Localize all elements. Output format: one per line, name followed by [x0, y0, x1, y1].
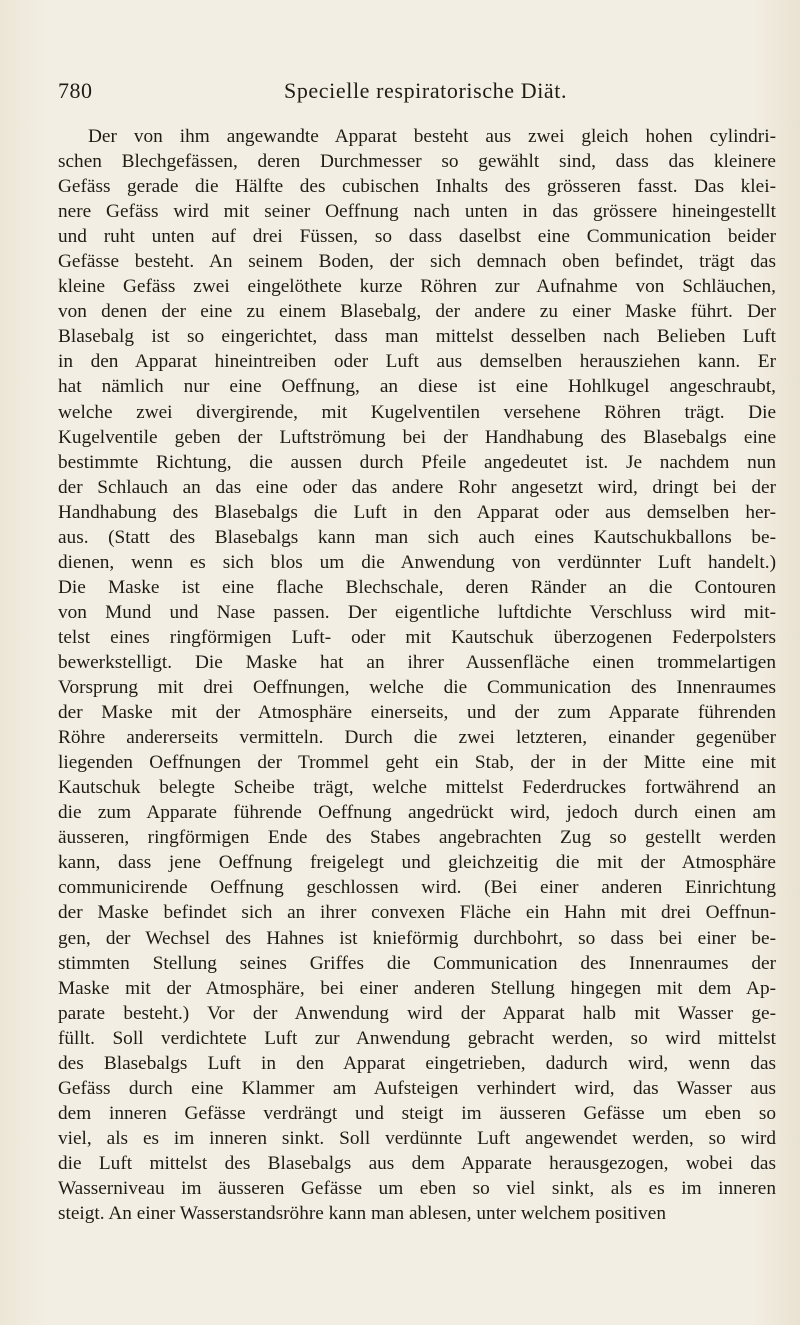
text-line: Blasebalg ist so eingerichtet, dass man mittelst desselben nach Belieben Luft — [58, 326, 776, 348]
text-line: des Blasebalgs Luft in den Apparat eingetrieben, dadurch wird, wenn das — [58, 1052, 776, 1074]
page-number: 780 — [58, 78, 93, 103]
text-line: bewerkstelligt. Die Maske hat an ihrer Aussenfläche einen trommelartigen — [58, 651, 776, 673]
text-line: Vorsprung mit drei Oeffnungen, welche die Communication des Innenraumes — [58, 677, 776, 699]
text-line: Gefäss gerade die Hälfte des cubischen Inhalts des grösseren fasst. Das klei- — [58, 176, 776, 198]
text-line: Röhre andererseits vermitteln. Durch die zwei letzteren, einander gegenüber — [58, 727, 776, 749]
running-head — [58, 78, 776, 112]
text-line: die Luft mittelst des Blasebalgs aus dem Apparate herausgezogen, wobei das — [58, 1152, 776, 1174]
text-line: bestimmte Richtung, die aussen durch Pfeile angedeutet ist. Je nachdem nun — [58, 451, 776, 473]
text-line: Maske mit der Atmosphäre, bei einer anderen Stellung hingegen mit dem Ap- — [58, 977, 776, 999]
text-line: nere Gefäss wird mit seiner Oeffnung nach unten in das grössere hineingestellt — [58, 201, 776, 223]
text-line: und ruht unten auf drei Füssen, so dass daselbst eine Communication beider — [58, 226, 776, 248]
text-line: Die Maske ist eine flache Blechschale, deren Ränder an die Contouren — [58, 576, 776, 598]
text-line: welche zwei divergirende, mit Kugelventilen versehene Röhren trägt. Die — [58, 401, 776, 423]
text-line: communicirende Oeffnung geschlossen wird. (Bei einer anderen Einrichtung — [58, 877, 776, 899]
body-paragraph — [58, 124, 776, 1226]
text-line: Gefäss durch eine Klammer am Aufsteigen verhindert wird, das Wasser aus — [58, 1077, 776, 1099]
text-line: dienen, wenn es sich blos um die Anwendung von verdünnter Luft handelt.) — [58, 551, 776, 573]
text-line: kleine Gefäss zwei eingelöthete kurze Röhren zur Aufnahme von Schläuchen, — [58, 276, 776, 298]
text-line: Kautschuk belegte Scheibe trägt, welche mittelst Federdruckes fortwährend an — [58, 777, 776, 799]
text-line: viel, als es im inneren sinkt. Soll verdünnte Luft angewendet werden, so wird — [58, 1127, 776, 1149]
text-line: füllt. Soll verdichtete Luft zur Anwendung gebracht werden, so wird mittelst — [58, 1027, 776, 1049]
text-line: in den Apparat hineintreiben oder Luft aus demselben herausziehen kann. Er — [58, 351, 776, 373]
text-line: von denen der eine zu einem Blasebalg, der andere zu einer Maske führt. Der — [58, 301, 776, 323]
text-line: Kugelventile geben der Luftströmung bei der Handhabung des Blasebalgs eine — [58, 426, 776, 448]
text-line: von Mund und Nase passen. Der eigentliche luftdichte Verschluss wird mit- — [58, 601, 776, 623]
text-line: Der von ihm angewandte Apparat besteht aus zwei gleich hohen cylindri- — [88, 126, 776, 147]
text-line: der Maske mit der Atmosphäre einerseits, und der zum Apparate führenden — [58, 702, 776, 724]
text-line: Handhabung des Blasebalgs die Luft in den Apparat oder aus demselben her- — [58, 501, 776, 523]
text-line: aus. (Statt des Blasebalgs kann man sich auch eines Kautschukballons be- — [58, 526, 776, 548]
text-line: hat nämlich nur eine Oeffnung, an diese ist eine Hohlkugel angeschraubt, — [58, 376, 776, 398]
text-line: Gefässe besteht. An seinem Boden, der sich demnach oben befindet, trägt das — [58, 251, 776, 273]
text-line: kann, dass jene Oeffnung freigelegt und gleichzeitig die mit der Atmosphäre — [58, 852, 776, 874]
text-line: äusseren, ringförmigen Ende des Stabes angebrachten Zug so gestellt werden — [58, 827, 776, 849]
text-line: liegenden Oeffnungen der Trommel geht ein Stab, der in der Mitte eine mit — [58, 752, 776, 774]
text-line: gen, der Wechsel des Hahnes ist knieförmig durchbohrt, so dass bei einer be- — [58, 927, 776, 949]
text-line: Wasserniveau im äusseren Gefässe um eben so viel sinkt, als es im inneren — [58, 1177, 776, 1199]
running-title: Specielle respiratorische Diät. — [284, 78, 568, 103]
text-line: die zum Apparate führende Oeffnung angedrückt wird, jedoch durch einen am — [58, 802, 776, 824]
text-line: steigt. An einer Wasserstandsröhre kann man ablesen, unter welchem positiven — [58, 1203, 666, 1225]
text-line: schen Blechgefässen, deren Durchmesser so gewählt sind, dass das kleinere — [58, 151, 776, 173]
text-line: der Maske befindet sich an ihrer convexen Fläche ein Hahn mit drei Oeffnun- — [58, 902, 776, 924]
text-line: der Schlauch an das eine oder das andere Rohr angesetzt wird, dringt bei der — [58, 476, 776, 498]
text-line: dem inneren Gefässe verdrängt und steigt im äusseren Gefässe um eben so — [58, 1102, 776, 1124]
text-line: stimmten Stellung seines Griffes die Communication des Innenraumes der — [58, 952, 776, 974]
text-line: parate besteht.) Vor der Anwendung wird der Apparat halb mit Wasser ge- — [58, 1002, 776, 1024]
text-line: telst eines ringförmigen Luft- oder mit Kautschuk überzogenen Federpolsters — [58, 626, 776, 648]
